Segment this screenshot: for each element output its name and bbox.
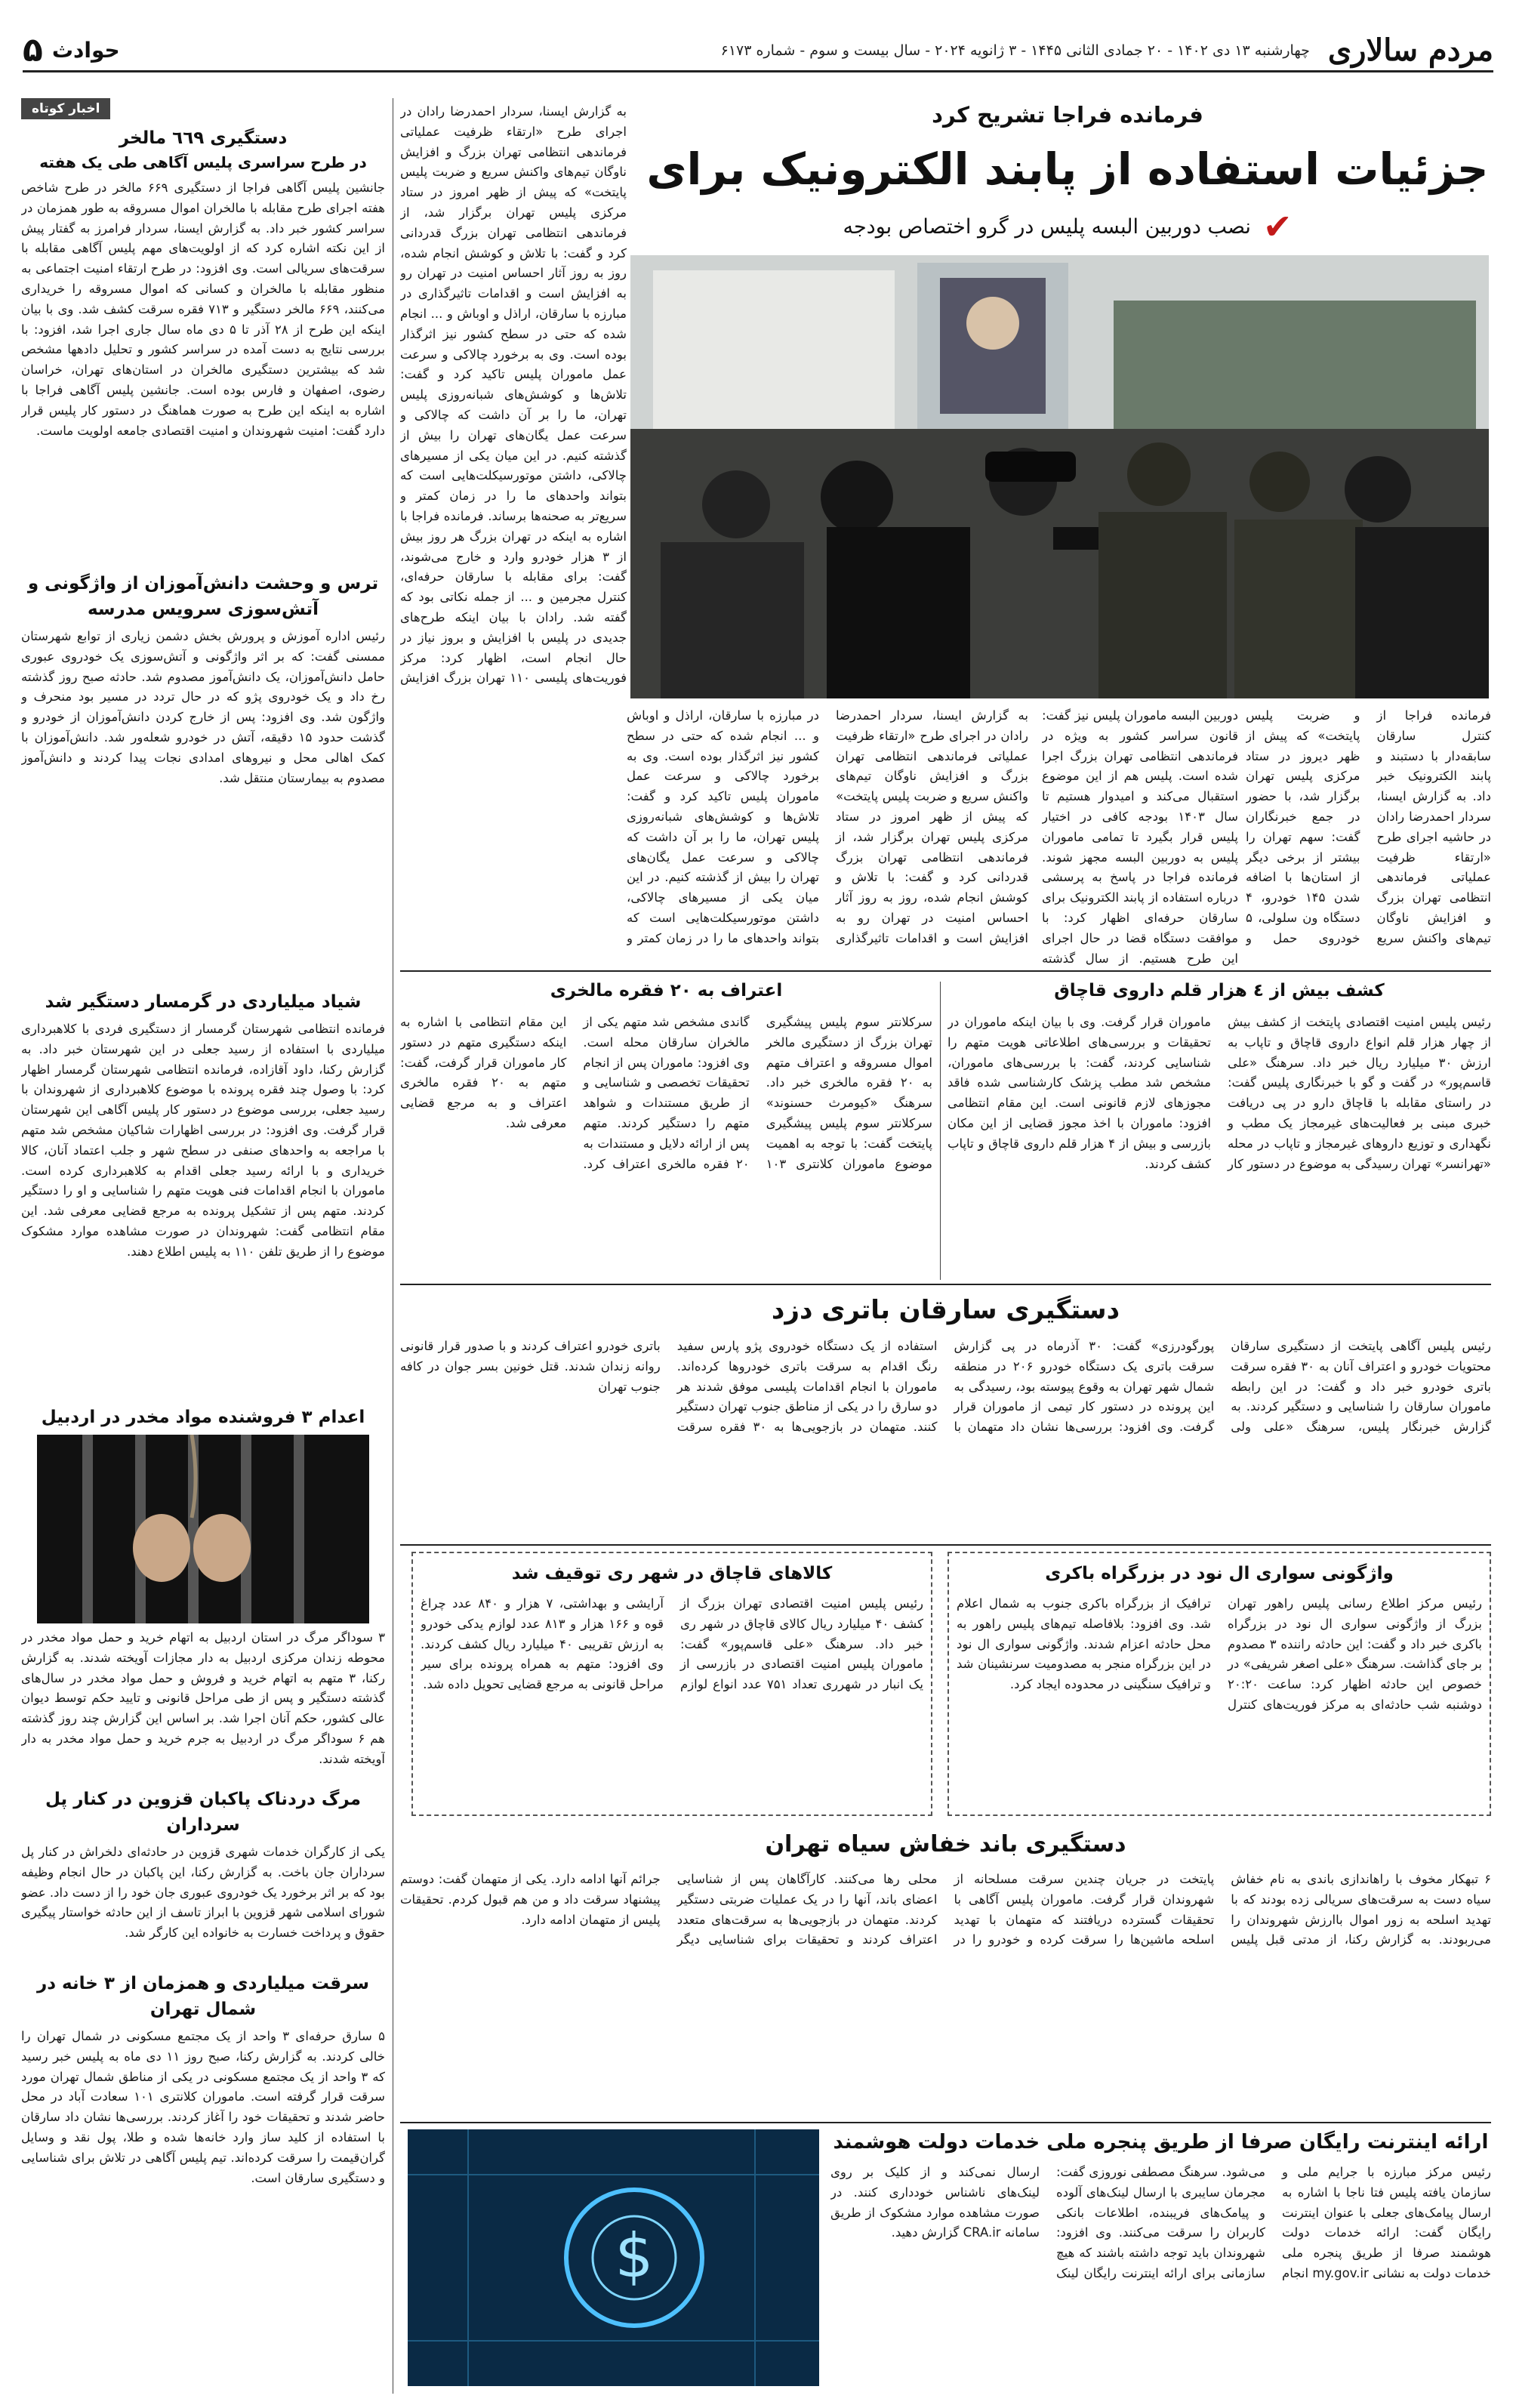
main-body-cont: به گزارش ایسنا، سردار احمدرضا رادان در اجرای طرح «ارتقاء ظرفیت عملیاتی فرماندهی انتظامی تهران بزرگ و افزایش ناوگان تیم‌های واکنش سریع و ضربت پلیس پایتخت» که پیش از ظهر امروز در ستاد مرکزی پلیس تهران برگزار شد، از فرماندهی انتظامی تهران بزرگ قدردانی کرد و گفت: با تلاش و کوشش انجام شده، روز به روز آثار احساس امنیت در تهران رو به افزایش است و اقدامات تاثیرگذاری در مبارزه با سارقان، اراذل و اوباش و ... انجام شده که حتی در سطح کشور نیز اثرگذار بوده است. وی به برخورد چالاکی و سرعت عمل ماموران پلیس تاکید کرد و گفت: تلاش‌ها و کوشش‌های شبانه‌روزی پلیس تهران، ما را بر آن داشت که چالاکی و سرعت عمل یگان‌های تهران را بیش از گذشته کنیم. در این میان یکی از مسیرهای چالاکی، داشتن موتورسیکلت‌هایی است که بتواند واحدهای ما را در زمان کمتر و سریع‌تر به صحنه‌ها برساند. فرمانده فراجا با اشاره به اینکه در تهران بزرگ هر روز بیش از ۳ هزار خودرو وارد و خارج می‌شوند، گفت: برای مقابله با سارقان حرفه‌ای، کنترل مجرمین و ... از جمله نکاتی بود که گفته شد. رادان با بیان اینکه طرح‌های جدیدی در پلیس با افزایش و بروز نیاز در حال انجام است، اظهار کرد: مرکز فوریت‌های پلیسی ۱۱۰ تهران بزرگ افزایش	[400, 104, 627, 686]
main-kicker-box	[642, 102, 1493, 138]
story-f-text: ۶ تبهکار مخوف با راهاندازی باندی به نام خفاش سیاه دست به سرقت‌های سریالی زده بودند که با تهدید اسلحه به زور اموال باارزش شهروندان را می‌ربودند. به گزارش رکنا، از مدتی قبل پلیس پایتخت در جریان چندین سرقت مسلحانه از شهروندان قرار گرفت. ماموران پلیس آگاهی با تحقیقات گسترده دریافتند که متهمان با تهدید اسلحه ماشین‌ها را سرقت کرده و خودرو را در محلی رها می‌کنند. کارآگاهان پس از شناسایی اعضای باند، آنها را در یک عملیات ضربتی دستگیر کردند. متهمان در بازجویی‌ها به سرقت‌های متعدد اعتراف کردند و تحقیقات برای شناسایی دیگر جرائم آنها ادامه دارد. یکی از متهمان گفت: دوستم پیشنهاد سرقت داد و من هم قبول کردم. تحقیقات پلیس از متهمان ادامه دارد.	[400, 1872, 1491, 1947]
main-body-right: فرمانده فراجا از کنترل سارقان سابقه‌دار با دستبند و پابند الکترونیک خبر داد. به گزارش ایسنا، سردار احمدرضا رادان در حاشیه اجرای طرح «ارتقاء ظرفیت عملیاتی فرماندهی انتظامی تهران بزرگ و افزایش ناوگان تیم‌های واکنش سریع و ضربت پلیس پایتخت» که پیش از ظهر دیروز در ستاد مرکزی پلیس تهران برگزار شد، با حضور در جمع خبرنگاران گفت: سهم تهران را بیشتر از برخی دیگر از استان‌ها با اضافه شدن ۱۴۵ خودرو، ۴ دستگاه ون سلولی، ۵ خودروی حمل و	[1246, 708, 1491, 945]
story-b-title: اعتراف به ۲۰ فقره مالخری	[550, 981, 783, 1001]
divider	[400, 1284, 1491, 1285]
story-c-title: دستگیری سارقان باتری دزد	[771, 1295, 1120, 1325]
press-conference-photo	[630, 255, 1489, 698]
n6-title: سرقت میلیاردی و همزمان از ۳ خانه در شمال تهران	[36, 1974, 370, 2019]
n3-title: شیاد میلیاردی در گرمسار دستگیر شد	[45, 992, 362, 1012]
n2-title: ترس و وحشت دانش‌آموزان از واژگونی و آتش‌سوزی سرویس مدرسه	[27, 574, 379, 619]
n4-title: اعدام ۳ فروشنده مواد مخدر در اردبیل	[41, 1407, 365, 1427]
divider	[400, 970, 1491, 972]
prison-bars-illustration	[37, 1435, 369, 1623]
n1-title: دستگیری ٦٦٩ مالخر	[119, 128, 288, 148]
story-e-text: رئیس پلیس امنیت اقتصادی تهران بزرگ از کشف ۴۰ میلیارد ریال کالای قاچاق در شهر ری خبر داد. سرهنگ «علی قاسم‌پور» گفت: ماموران پلیس امنیت اقتصادی در بازرسی از یک انبار در شهرری تعداد ۷۵۱ عدد انواع لوازم آرایشی و بهداشتی، ۷ هزار و ۸۴۰ عدد چراغ قوه و ۱۶۶ هزار و ۸۱۳ عدد لوازم یدکی خودرو به ارزش تقریبی ۴۰ میلیارد ریال کشف کردند. وی افزود: متهم به همراه پرونده برای سیر مراحل قانونی به مرجع قضایی تحویل داده شد.	[421, 1596, 923, 1692]
story-c-text: رئیس پلیس آگاهی پایتخت از دستگیری سارقان محتویات خودرو و اعتراف آنان به ۳۰ فقره سرقت باتری خودرو خبر داد و گفت: در این رابطه ماموران سارقان را شناسایی و دستگیر کردند. به گزارش خبرنگار پلیس، سرهنگ «علی ولی پورگودرزی» گفت: ۳۰ آذرماه در پی گزارش سرقت باتری یک دستگاه خودرو ۲۰۶ در منطقه شمال شهر تهران به وقوع پیوسته بود، رسیدگی به این پرونده در دستور کار تیمی از ماموران قرار گرفت. وی افزود: بررسی‌ها نشان داد متهمان با استفاده از یک دستگاه خودروی پژو پارس سفید رنگ اقدام به سرقت باتری خودروها کرده‌اند. ماموران با انجام اقدامات پلیسی موفق شدند هر دو سارق را در یکی از مناطق جنوب تهران دستگیر کنند. متهمان در بازجویی‌ها به ۳۰ فقره سرقت باتری خودرو اعتراف کردند و با صدور قرار قانونی روانه زندان شدند. قتل خونین بسر جوان در کافه جنوب تهران	[400, 1339, 1491, 1435]
sidebar	[21, 98, 385, 2394]
main-title-box	[642, 140, 1493, 200]
story-d-title: واژگونی سواری ال نود در بزرگراه باکری	[1045, 1564, 1394, 1583]
story-a-text: رئیس پلیس امنیت اقتصادی پایتخت از کشف بیش از چهار هزار قلم انواع داروی قاچاق و تاپاب به ارزش ۳۰ میلیارد ریال خبر داد. سرهنگ «علی قاسم‌پور» در گفت و گو با خبرنگاری پلیس گفت: در راستای مقابله با قاچاق دارو در پی دریافت خبری مبنی بر فعالیت‌های غیرمجاز یک مطب و نگهداری و توزیع داروهای غیرمجاز و تاپاب در محله «تهرانسر» تهران رسیدگی به موضوع در دستور کار ماموران قرار گرفت. وی با بیان اینکه ماموران در تحقیقات و بررسی‌های اطلاعاتی هویت متهم را شناسایی کردند، گفت: با بررسی‌های ماموران، مشخص شد مطب پزشک کارشناسی شده فاقد مجوزهای لازم قانونی است. این مقام انتظامی افزود: ماموران با اخذ مجوز قضایی از این مکان بازرسی و بیش از ۴ هزار قلم داروی قاچاق و تاپاب کشف کردند.	[948, 1015, 1491, 1171]
divider	[400, 2122, 1491, 2123]
story-a	[948, 978, 1491, 1280]
story-g-text: رئیس مرکز مبارزه با جرایم ملی و سازمان یافته پلیس فتا ناجا با اشاره به ارسال پیامک‌های جعلی با عنوان اینترنت رایگان گفت: ارائه خدمات دولت هوشمند صرفا از طریق پنجره ملی خدمات دولت به نشانی my.gov.ir انجام می‌شود. سرهنگ مصطفی نوروزی گفت: مجرمان سایبری با ارسال لینک‌های آلوده و پیامک‌های فریبنده، اطلاعات بانکی کاربران را سرقت می‌کنند. وی افزود: شهروندان باید توجه داشته باشند که هیچ سازمانی برای ارائه اینترنت رایگان لینک ارسال نمی‌کند و از کلیک بر روی لینک‌های ناشناس خودداری کنند. در صورت مشاهده موارد مشکوک از طریق سامانه CRA.ir گزارش دهید.	[830, 2165, 1491, 2280]
story-e	[411, 1552, 932, 1816]
page-header	[23, 30, 1493, 72]
main-photo	[630, 255, 1489, 698]
n1-text: جانشین پلیس آگاهی فراجا از دستگیری ۶۶۹ مالخر در طرح شاخص هفته اجرای طرح مقابله با مالخران اموال مسروقه به طور همزمان در سراسر کشور خبر داد. به گزارش ایسنا، سردار فرامرز به گفتار پیش از این نکته اشاره کرد که از اولویت‌های مهم پلیس آگاهی مقابله با سرقت‌های سریالی است. وی افزود: در طرح ارتقاء امنیت اجتماعی به منظور مقابله با مالخران و کسانی که اموال مسروقه را خریداری می‌کنند، ۶۶۹ مالخر دستگیر و ۷۱۳ فقره سرقت کشف شد. وی با بیان اینکه این طرح از ۲۸ آذر تا ۵ دی ماه سال جاری اجرا شد، افزود: با بررسی نتایج به دست آمده در سراسر کشور و تحلیل دادهها مشخص شد که بیشترین دستگیری مالخران در استان‌های تهران، خراسان رضوی، اصفهان و فارس بوده است. جانشین پلیس آگاهی فراجا با اشاره به اینکه این طرح به صورت هماهنگ در دستور کار پلیس قرار دارد گفت: امنیت شهروندان و امنیت اقتصادی جامعه اولویت ماست.	[21, 180, 385, 438]
n5-text: یکی از کارگران خدمات شهری قزوین در حادثه‌ای دلخراش در کنار پل سرداران جان باخت. به گزارش رکنا، این پاکبان در حال انجام وظیفه بود که بر اثر برخورد یک خودروی عبوری جان خود را از دست داد. عضو شورای اسلامی شهر قزوین با ابراز تاسف از این حادثه خواستار پیگیری حقوق و پرداخت خسارت به خانواده این کارگر شد.	[21, 1845, 385, 1941]
story-g-title: ارائه اینترنت رایگان صرفا از طریق پنجره ملی خدمات دولت هوشمند	[833, 2131, 1489, 2154]
main-kicker: فرمانده فراجا تشریح کرد	[932, 102, 1203, 128]
main-body-left: به گزارش ایسنا، سردار احمدرضا رادان در اجرای طرح «ارتقاء ظرفیت عملیاتی فرماندهی انتظامی تهران بزرگ و افزایش ناوگان تیم‌های واکنش سریع و ضربت پلیس پایتخت» که پیش از ظهر امروز در ستاد مرکزی پلیس تهران برگزار شد، از فرماندهی انتظامی تهران بزرگ قدردانی کرد و گفت: با تلاش و کوشش انجام شده، روز به روز آثار احساس امنیت در تهران رو به افزایش است و اقدامات تاثیرگذاری در مبارزه با سارقان، اراذل و اوباش و ... انجام شده که حتی در سطح کشور نیز اثرگذار بوده است. وی به برخورد چالاکی و سرعت عمل ماموران پلیس تاکید کرد و گفت: تلاش‌ها و کوشش‌های شبانه‌روزی پلیس تهران، ما را بر آن داشت که چالاکی و سرعت عمل یگان‌های تهران را بیش از گذشته کنیم. در این میان یکی از مسیرهای چالاکی، داشتن موتورسیکلت‌هایی است که بتواند واحدهای ما را در زمان کمتر و	[627, 708, 1028, 945]
story-b	[400, 978, 932, 1280]
story-d-text: رئیس مرکز اطلاع رسانی پلیس راهور تهران بزرگ از واژگونی سواری ال نود در بزرگراه باکری خبر داد و گفت: این حادثه راننده ۳ مصدوم بر جای گذاشت. سرهنگ «علی اصغر شریفی» در خصوص این حادثه اظهار کرد: ساعت ۲۰:۲۰ دوشنبه شب حادثه‌ای به مرکز فوریت‌های کنترل ترافیک از بزرگراه باکری جنوب به شمال اعلام شد. وی افزود: بلافاصله تیم‌های پلیس راهور به محل حادثه اعزام شدند. واژگونی سواری ال نود در این بزرگراه منجر به مصدومیت سرنشینان شد و ترافیک سنگینی در محدوده ایجاد کرد.	[957, 1596, 1482, 1712]
section-name: حوادث	[51, 38, 120, 63]
column-divider	[940, 982, 941, 1280]
svg-text:$: $	[615, 2221, 654, 2291]
story-g	[830, 2129, 1491, 2386]
jail-photo	[37, 1435, 369, 1623]
story-b-text: سرکلانتر سوم پلیس پیشگیری تهران بزرگ از دستگیری مالخر اموال مسروقه و اعتراف متهم به ۲۰ فقره مالخری خبر داد. سرهنگ «کیومرث حسنوند» سرکلانتر سوم پلیس پیشگیری پایتخت گفت: با توجه به اهمیت موضوع ماموران کلانتری ۱۰۳ گاندی مشخص شد متهم یکی از مالخران سارقان محله است. وی افزود: ماموران پس از انجام تحقیقات تخصصی و شناسایی و از طریق مستندات و شواهد متهم را دستگیر کردند. متهم پس از ارائه دلایل و مستندات به ۲۰ فقره مالخری اعتراف کرد. این مقام انتظامی با اشاره به اینکه دستگیری متهم در دستور کار ماموران قرار گرفت، گفت: متهم به ۲۰ فقره مالخری اعتراف و به مرجع قضایی معرفی شد.	[400, 1015, 932, 1171]
n4-text: ۳ سوداگر مرگ در استان اردبیل به اتهام خرید و حمل مواد مخدر در محوطه زندان مرکزی اردبیل به دار مجازات آویخته شدند. به گزارش رکنا، ۳ متهم به اتهام خرید و فروش و حمل مواد مخدر در سال‌های گذشته دستگیر و پس از طی مراحل قانونی و تایید حکم توسط دیوان عالی کشور، حکم آنان اجرا شد. بر اساس این گزارش چند روز گذشته هم ۶ سوداگر مرگ در اردبیل به جرم خرید و حمل مواد مخدر به دار آویخته شدند.	[21, 1630, 385, 1766]
main-subtitle-box	[642, 204, 1493, 249]
cyber-photo	[408, 2129, 819, 2386]
section-header	[23, 31, 120, 69]
digital-network-illustration	[408, 2129, 819, 2386]
sidebar-tag: اخبار کوتاه	[21, 98, 110, 119]
n5-title: مرگ دردناک پاکبان قزوین در کنار پل سرداران	[45, 1790, 361, 1835]
main-body-mid: دوربین البسه ماموران پلیس نیز گفت: قانون سراسر کشور به ویژه در فرماندهی انتظامی تهران بزرگ اجرا شده است. پلیس هم از این موضوع استقبال می‌کند و امیدوار هستیم تا سال ۱۴۰۳ بودجه کافی در اختیار پلیس قرار بگیرد تا تمامی ماموران پلیس به دوربین البسه مجهز شوند. فرمانده فراجا در پاسخ به پرسشی درباره استفاده از پابند الکترونیک برای سارقان حرفه‌ای اظهار کرد: با موافقت دستگاه قضا در حال اجرای این طرح هستیم. از سال گذشته	[1042, 708, 1238, 966]
story-a-title: کشف بیش از ٤ هزار قلم داروی قاچاق	[1054, 981, 1385, 1001]
page-number: ۵	[23, 31, 43, 69]
story-d	[948, 1552, 1491, 1816]
n6-text: ۵ سارق حرفه‌ای ۳ واحد از یک مجتمع مسکونی در شمال تهران را خالی کردند. به گزارش رکنا، صبح روز ۱۱ دی ماه به پلیس خبر رسید که ۳ واحد از یک مجتمع مسکونی در یکی از مناطق شمال تهران مورد سرقت قرار گرفته است. ماموران کلانتری ۱۰۱ سعادت آباد در محل حاضر شدند و تحقیقات خود را آغاز کردند. بررسی‌ها نشان داد سارقان با استفاده از کلید ساز وارد خانه‌ها شده و طلا، پول نقد و وسایل گران‌قیمت را سرقت کرده‌اند. تیم پلیس آگاهی در تلاش برای شناسایی و دستگیری سارقان است.	[21, 2029, 385, 2185]
n3-text: فرمانده انتظامی شهرستان گرمسار از دستگیری فردی با کلاهبرداری میلیاردی با استفاده از رسید جعلی در این شهرستان خبر داد. به گزارش رکنا، داود آقازاده، فرمانده انتظامی شهرستان گرمسار اظهار کرد: با وصول چند فقره پرونده با موضوع کلاهبرداری از شهروندان با رسید جعلی، بررسی موضوع در دستور کار پلیس آگاهی این شهرستان قرار گرفت. وی افزود: در بررسی اظهارات شاکیان مشخص شد متهم با مراجعه به واحدهای صنفی در سطح شهر و جلب اعتماد آنان، کالا خریداری و با ارائه رسید جعلی اقدام به کلاهبرداری کرده است. ماموران با انجام اقدامات فنی هویت متهم را شناسایی و او را دستگیر کردند. متهم پس از تشکیل پرونده به مرجع قضایی معرفی شد. این مقام انتظامی گفت: شهروندان در صورت مشاهده موارد مشکوک موضوع را از طریق تلفن ۱۱۰ به پلیس اطلاع دهند.	[21, 1022, 385, 1259]
brand-logo: مردم سالاری	[1327, 32, 1493, 68]
story-c	[400, 1291, 1491, 1540]
dateline: چهارشنبه ۱۳ دی ۱۴۰۲ - ۲۰ جمادی الثانی ۱۴۴۵ - ۳ ژانویه ۲۰۲۴ - سال بیست و سوم - شماره ۶۱۷۳	[720, 42, 1310, 59]
story-f-title: دستگیری باند خفاش سیاه تهران	[765, 1831, 1126, 1858]
n2-text: رئیس اداره آموزش و پرورش بخش دشمن زیاری از توابع شهرستان ممسنی گفت: که بر اثر واژگونی و آتش‌سوزی یک خودروی عبوری حامل دانش‌آموزان، یک دانش‌آموز مصدوم شد. حادثه صبح روز گذشته رخ داد و یک خودروی پژو که در حال تردد در مسیر بود منحرف و واژگون شد. وی افزود: پس از خارج کردن دانش‌آموزان از خودرو و گذشت حدود ۱۵ دقیقه، آتش در خودرو شعله‌ور شد. دانش‌آموزان با کمک اهالی محل و نیروهای امدادی نجات پیدا کردند و دانش‌آموز مصدوم به بیمارستان منتقل شد.	[21, 629, 385, 785]
spacer	[1317, 102, 1318, 103]
checkmark-icon: ✔	[1262, 206, 1293, 247]
main-title: جزئیات استفاده از پابند الکترونیک برای	[646, 143, 1489, 195]
story-e-title: کالاهای قاچاق در شهر ری توقیف شد	[511, 1564, 833, 1583]
story-f	[400, 1827, 1491, 2114]
n1-subtitle: در طرح سراسری پلیس آگاهی طی یک هفته	[39, 153, 367, 171]
divider	[400, 1544, 1491, 1546]
main-subtitle: نصب دوربین البسه پلیس در گرو اختصاص بودجه	[843, 214, 1251, 239]
